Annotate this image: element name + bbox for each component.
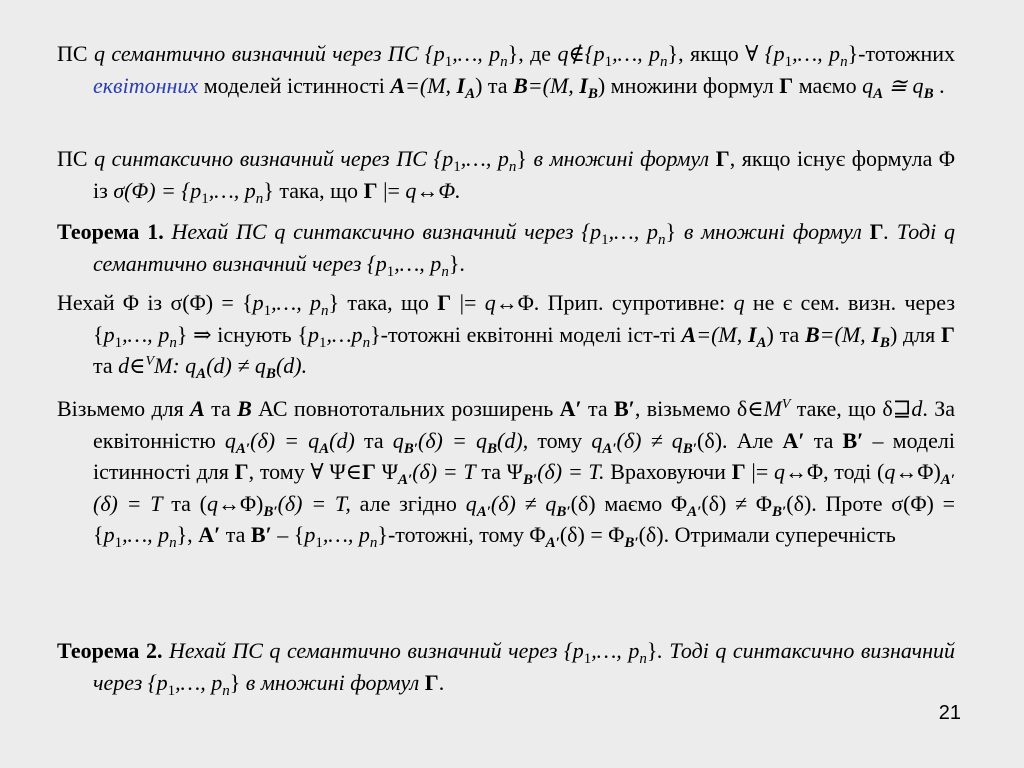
subscript: A <box>465 85 476 102</box>
formula: (d) <box>329 427 355 453</box>
subscript: B <box>587 85 598 102</box>
text: . Тоді q синтаксично визначний через <box>93 638 956 695</box>
formula: Γ <box>234 459 249 484</box>
paragraph-theorem-1 <box>57 216 955 279</box>
text: та <box>220 522 251 547</box>
formula: A′ <box>198 522 221 547</box>
formula: =(M, <box>405 72 457 98</box>
formula: q <box>465 490 477 516</box>
formula: d <box>118 353 130 378</box>
text: (δ) маємо Φ <box>570 490 688 516</box>
formula: {p <box>581 219 602 244</box>
text: Нехай ПС q семантично визначний через <box>162 638 564 663</box>
formula: q <box>884 459 896 484</box>
subscript: B <box>879 334 890 351</box>
text: . Тоді q семантично визначний через <box>93 219 956 276</box>
text: (δ). Проте σ(Φ) = { <box>93 490 956 547</box>
subscript: B <box>265 366 276 382</box>
formula: (d). <box>275 353 308 378</box>
formula: q <box>224 427 236 453</box>
superscript: V <box>145 354 155 369</box>
subscript: 1 <box>444 54 453 70</box>
subscript: A′ <box>545 535 560 551</box>
subscript: B′ <box>624 535 639 551</box>
subscript: n <box>508 159 517 175</box>
subscript: 1 <box>784 54 793 70</box>
text: в множині формул <box>240 669 425 695</box>
text: АС повнототальних розширень <box>251 396 560 421</box>
formula: q <box>392 427 404 453</box>
formula: ,…, p <box>208 177 256 203</box>
subscript: A <box>196 366 207 382</box>
text: ↔Φ, тоді ( <box>784 459 885 484</box>
text: q синтаксично визначний через ПС <box>94 146 434 171</box>
formula: ,…, p <box>271 290 322 315</box>
text: ) та <box>475 72 514 98</box>
formula: ,…, p <box>591 638 640 663</box>
text: , якщо існує формула <box>729 146 939 171</box>
paragraph-syntactic-definition <box>57 143 955 206</box>
text: таке, що δ⊒ <box>790 396 912 421</box>
formula: {p <box>584 41 605 66</box>
text: }, <box>176 522 199 547</box>
subscript: n <box>369 535 378 551</box>
formula: ,…, p <box>460 146 509 171</box>
formula: (δ) = T, <box>277 490 351 516</box>
subscript: 1 <box>201 190 209 207</box>
formula: ↔Φ) <box>895 459 941 484</box>
formula: |= <box>745 459 774 484</box>
text: не є сем. визн. через { <box>93 290 956 347</box>
highlighted-term: еквітонних <box>93 72 199 98</box>
subscript: n <box>321 303 329 319</box>
subscript: n <box>169 535 177 551</box>
formula: {p <box>366 250 387 276</box>
formula: Γ <box>731 459 746 484</box>
text: та <box>581 396 614 421</box>
subscript: n <box>169 334 177 351</box>
formula: ,…, p <box>792 41 841 66</box>
formula: ,…, p <box>452 41 501 66</box>
formula: {p <box>424 41 445 66</box>
subscript: A′ <box>602 440 617 457</box>
text: ↔Φ. Прип. супротивне: <box>495 290 734 315</box>
text: моделей істинності <box>198 72 391 98</box>
formula: p <box>103 522 115 547</box>
formula: {p <box>764 41 785 66</box>
formula: B <box>513 72 528 98</box>
subscript: B′ <box>682 440 698 457</box>
formula: A′ <box>559 396 582 421</box>
formula: B′ <box>250 522 272 547</box>
subscript: n <box>362 334 371 351</box>
subscript: n <box>222 682 230 699</box>
text: ПС <box>57 146 95 171</box>
text: та Ψ <box>475 459 523 484</box>
subscript: 1 <box>601 232 609 248</box>
formula: q↔Φ. <box>405 177 461 203</box>
subscript: 1 <box>315 535 323 551</box>
formula: (δ) = Φ <box>559 522 625 547</box>
subscript: B <box>487 440 498 457</box>
text: та ( <box>162 490 207 516</box>
formula: M: <box>154 353 186 378</box>
subscript: n <box>441 263 449 280</box>
formula: } <box>516 146 527 171</box>
formula: (δ) = T. <box>537 459 605 484</box>
formula: Γ <box>715 146 730 171</box>
text: в множині формул <box>526 146 716 171</box>
formula: |= <box>451 290 485 315</box>
formula: (δ) = q <box>418 427 488 453</box>
subscript: 1 <box>604 54 613 70</box>
subscript: 1 <box>453 159 461 175</box>
formula: B <box>237 396 252 421</box>
formula: ,…, p <box>122 522 170 547</box>
formula: B <box>804 321 820 347</box>
formula: |= <box>377 177 406 203</box>
text: така, що <box>273 177 364 203</box>
paragraph-theorem-2 <box>57 635 955 698</box>
formula: σ(Φ) = {p <box>113 177 202 203</box>
paragraph-semantic-definition <box>57 38 955 101</box>
formula: q <box>862 72 874 98</box>
formula: B′ <box>842 427 864 453</box>
formula: {p <box>563 638 584 663</box>
text: із <box>93 177 114 203</box>
formula: } <box>263 177 274 203</box>
text: але згідно <box>350 490 466 516</box>
subscript: A <box>873 85 884 102</box>
formula: =(M, <box>527 72 580 98</box>
formula: (d) ≠ q <box>206 353 266 378</box>
subscript: 1 <box>114 535 123 551</box>
formula: } <box>667 41 679 66</box>
text: . За еквітонністю <box>93 396 955 453</box>
formula: A <box>681 321 697 347</box>
subscript: n <box>840 54 848 70</box>
formula: ∈ <box>129 353 146 378</box>
text: та <box>204 396 238 421</box>
formula: A <box>190 396 205 421</box>
subscript: 1 <box>114 334 123 351</box>
formula: Ψ <box>375 459 398 484</box>
formula: ,…, p <box>175 669 223 695</box>
subscript: 1 <box>319 334 327 351</box>
subscript: B′ <box>772 503 787 520</box>
formula: q <box>591 427 603 453</box>
text: . <box>933 72 945 98</box>
formula: q <box>773 459 785 484</box>
formula: Γ <box>869 219 884 244</box>
text: } ⇒ існують { <box>176 321 308 347</box>
formula: } <box>847 41 859 66</box>
subscript: B <box>923 85 934 102</box>
text: в множині формул <box>676 219 870 244</box>
subscript: n <box>639 651 647 667</box>
subscript: 1 <box>583 651 592 667</box>
formula: ,…, p <box>394 250 442 276</box>
text: , якщо ∀ <box>678 41 765 66</box>
text: } така, що <box>328 290 438 315</box>
formula: I <box>579 72 588 98</box>
subscript: A′ <box>397 472 413 488</box>
subscript: 1 <box>386 263 395 280</box>
formula: } <box>229 669 241 695</box>
formula: ↔Φ) <box>217 490 264 516</box>
text: та <box>93 353 119 378</box>
formula: I <box>747 321 757 347</box>
paragraph-proof-start <box>57 287 955 382</box>
formula: A′ <box>782 427 805 453</box>
subscript: B′ <box>556 503 571 520</box>
formula: q <box>733 290 745 315</box>
formula: M <box>763 396 782 421</box>
text: (δ). Отримали суперечність <box>638 522 896 547</box>
text: та <box>804 427 843 453</box>
text: та <box>354 427 393 453</box>
formula: {p <box>147 669 168 695</box>
formula: I <box>871 321 880 347</box>
formula: I <box>456 72 466 98</box>
formula: Γ <box>779 72 794 98</box>
formula: ,…, p <box>608 219 658 244</box>
theorem-label: Теорема 2. <box>57 638 163 663</box>
formula: p <box>252 290 264 315</box>
subscript: n <box>660 54 668 70</box>
formula: ≅ q <box>883 72 924 98</box>
text: – { <box>271 522 305 547</box>
formula: =(M, <box>819 321 872 347</box>
formula: ,…, p <box>612 41 661 66</box>
formula: ,…, p <box>122 321 170 347</box>
subscript: n <box>658 232 666 248</box>
formula: ,…, p <box>322 522 370 547</box>
subscript: A′ <box>687 503 702 520</box>
subscript: A′ <box>235 440 251 457</box>
formula: } <box>646 638 658 663</box>
formula: (δ) = q <box>250 427 320 453</box>
formula: Γ <box>437 290 452 315</box>
subscript: A′ <box>940 472 956 488</box>
formula: } <box>507 41 519 66</box>
formula: q <box>484 290 496 315</box>
theorem-label: Теорема 1. <box>57 219 164 244</box>
text: – моделі істинності для <box>93 427 955 484</box>
formula: (d) <box>497 427 523 453</box>
formula: B′ <box>614 396 635 421</box>
formula: p <box>308 321 319 347</box>
text: , тому ∀ Ψ∈ <box>248 459 362 484</box>
text: Нехай Φ із σ(Φ) = { <box>57 290 253 315</box>
subscript: n <box>255 190 264 207</box>
text: Нехай ПС q синтаксично визначний через <box>163 219 582 244</box>
formula: q∉ <box>557 41 585 66</box>
text: }-тотожні, тому Φ <box>377 522 546 547</box>
text: Враховуючи <box>604 459 732 484</box>
subscript: A <box>319 440 330 457</box>
formula: (δ) ≠ Φ <box>701 490 773 516</box>
subscript: A <box>756 334 767 351</box>
formula: (δ) ≠ q <box>490 490 557 516</box>
text: (δ). Але <box>697 427 783 453</box>
formula: p <box>304 522 316 547</box>
subscript: 1 <box>167 682 176 699</box>
formula: (δ) = T <box>93 490 163 516</box>
formula: d <box>911 396 923 421</box>
text: -тотожних <box>858 41 956 66</box>
formula: } <box>665 219 677 244</box>
text: q семантично визначний через ПС <box>93 41 425 66</box>
slide-number: 21 <box>938 702 961 724</box>
formula: =(M, <box>696 321 748 347</box>
formula: Γ <box>424 669 439 695</box>
formula: p <box>103 321 115 347</box>
text: , візьмемо δ∈ <box>634 396 764 421</box>
text: Візьмемо для <box>57 396 191 421</box>
subscript: n <box>500 54 508 70</box>
formula: Φ <box>938 146 955 171</box>
subscript: A′ <box>476 503 491 520</box>
formula: Γ <box>941 321 955 347</box>
text: маємо <box>793 72 863 98</box>
formula: Γ <box>361 459 376 484</box>
text: ) множини формул <box>597 72 780 98</box>
text: }-тотожні еквітонні моделі іст-ті <box>370 321 682 347</box>
text: ) та <box>766 321 805 347</box>
paragraph-proof-body <box>57 393 955 551</box>
text: ) для <box>889 321 941 347</box>
subscript: B′ <box>263 503 278 520</box>
formula: Γ <box>363 177 378 203</box>
text: , тому <box>522 427 592 453</box>
formula: q <box>185 353 197 378</box>
formula: (δ) = T <box>412 459 476 484</box>
text: . <box>438 669 445 695</box>
formula: }. <box>448 250 465 276</box>
formula: ,…p <box>326 321 363 347</box>
formula: A <box>390 72 406 98</box>
subscript: B′ <box>522 472 538 488</box>
superscript: V <box>781 397 791 412</box>
subscript: B′ <box>403 440 418 457</box>
formula: {p <box>433 146 454 171</box>
subscript: 1 <box>263 303 272 319</box>
text: ПС <box>57 41 94 66</box>
formula: (δ) ≠ q <box>616 427 683 453</box>
text: , де <box>518 41 558 66</box>
formula: q <box>206 490 218 516</box>
